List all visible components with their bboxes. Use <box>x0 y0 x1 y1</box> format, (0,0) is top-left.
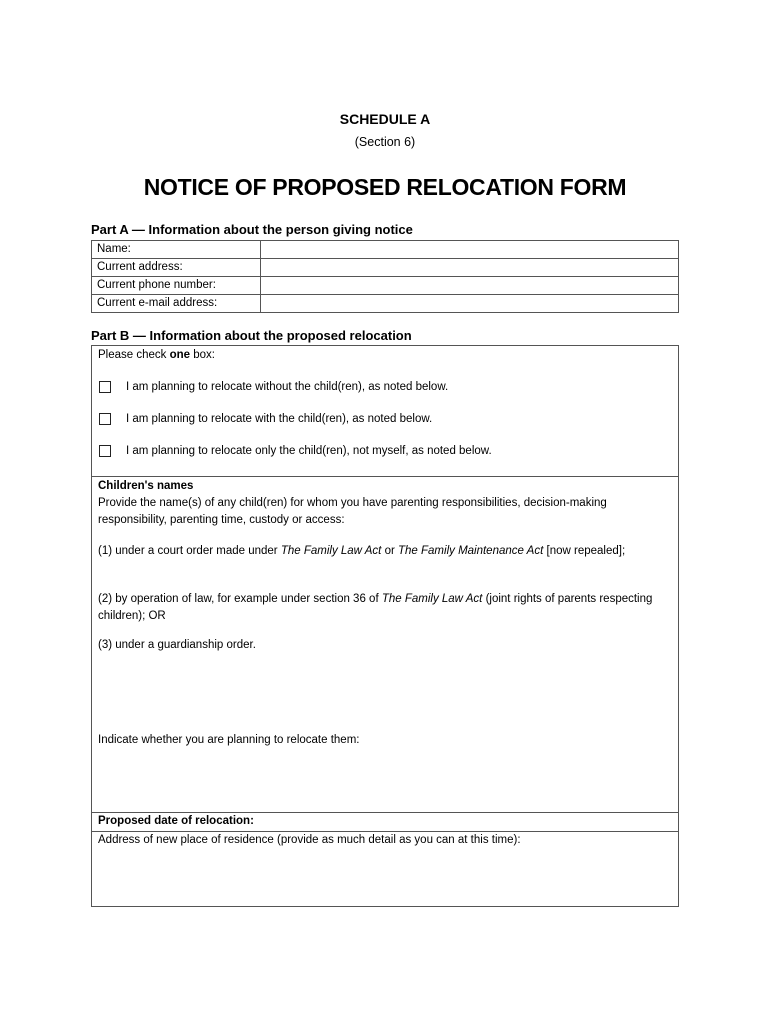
phone-row <box>92 277 679 295</box>
check-instruction <box>98 347 670 364</box>
name-row <box>92 241 679 259</box>
address-label: Current address: <box>92 259 261 277</box>
relocate-indicator-label: Indicate whether you are planning to relocate them: <box>98 734 360 746</box>
new-address-label: Address of new place of residence (provide as much detail as you can at this time): <box>98 834 521 846</box>
children-item-2: (2) by operation of law, for example under section 36 of The Family Law Act (joint rights of parents respecting children); OR <box>98 593 653 622</box>
instruction-emphasis: one <box>169 349 191 361</box>
checkbox[interactable] <box>99 381 111 393</box>
option-label: I am planning to relocate with the child(ren), as noted below. <box>126 413 433 425</box>
instruction-text: Please check <box>98 349 170 361</box>
page-title: NOTICE OF PROPOSED RELOCATION FORM <box>143 174 627 200</box>
part-a-heading: Part A — Information about the person giving notice <box>91 222 413 237</box>
section-reference: (Section 6) <box>354 135 416 149</box>
email-field[interactable] <box>261 295 679 313</box>
schedule-heading: SCHEDULE A <box>339 111 431 127</box>
name-field[interactable] <box>261 241 679 259</box>
instruction-text-end: box: <box>190 349 215 361</box>
relocation-options-box <box>91 345 679 476</box>
new-address-box[interactable] <box>91 831 679 907</box>
children-description: Provide the name(s) of any child(ren) for whom you have parenting responsibilities, decision-making responsibility, parenting time, custody or access: <box>98 497 607 526</box>
option-label: I am planning to relocate only the child(ren), not myself, as noted below. <box>126 445 492 457</box>
option-label: I am planning to relocate without the child(ren), as noted below. <box>126 381 449 393</box>
children-names-box[interactable] <box>91 476 679 812</box>
proposed-date-text: Proposed date of relocation: <box>98 815 254 827</box>
name-label: Name: <box>92 241 261 259</box>
address-field[interactable] <box>261 259 679 277</box>
checkbox[interactable] <box>99 445 111 457</box>
checkbox[interactable] <box>99 413 111 425</box>
children-heading-text: Children's names <box>98 480 194 492</box>
part-a-table <box>91 240 679 313</box>
address-row <box>92 259 679 277</box>
proposed-date-label <box>98 813 670 830</box>
phone-label: Current phone number: <box>92 277 261 295</box>
phone-field[interactable] <box>261 277 679 295</box>
children-heading <box>98 478 670 495</box>
children-item-1: (1) under a court order made under The Family Law Act or The Family Maintenance Act [now repealed]; <box>98 545 626 557</box>
part-b-heading: Part B — Information about the proposed relocation <box>91 328 412 343</box>
email-label: Current e-mail address: <box>92 295 261 313</box>
children-item-3: (3) under a guardianship order. <box>98 639 256 651</box>
email-row <box>92 295 679 313</box>
proposed-date-box[interactable] <box>91 812 679 831</box>
